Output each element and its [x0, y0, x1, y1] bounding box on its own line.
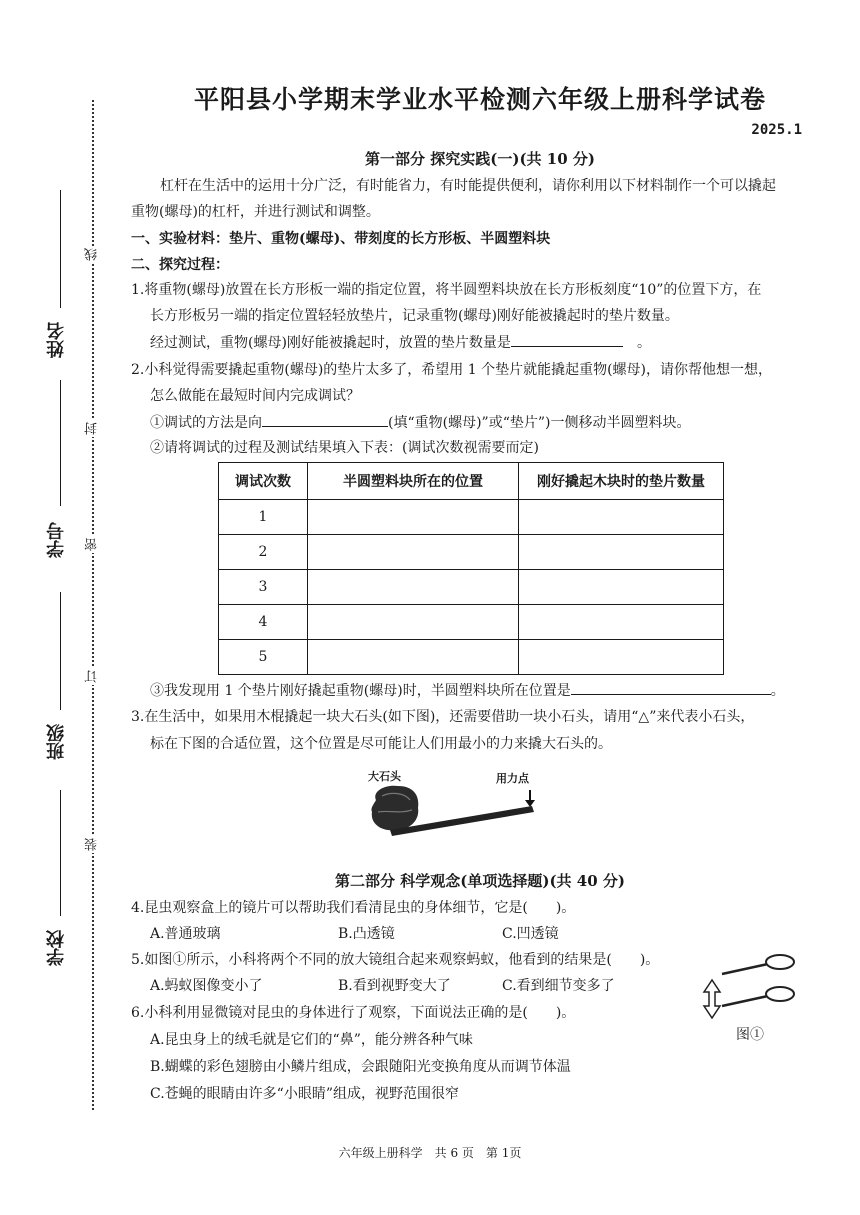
part1-heading: 第一部分 探究实践(一)(共 10 分) [365, 150, 595, 168]
table-header-row [219, 463, 724, 500]
q3-line1: 3.在生活中，如果用木棍撬起一块大石头(如下图)，还需要借助一块小石头，请用“△”来代表小石头， [131, 709, 755, 725]
process-heading: 二、探究过程： [131, 257, 229, 273]
magnifier-bottom-icon [722, 987, 794, 1006]
page-title: 平阳县小学期末学业水平检测六年级上册科学试卷 [193, 85, 766, 114]
q1-line1: 1.将重物(螺母)放置在长方形板一端的指定位置，将半圆塑料块放在长方形板刻度“10”的位置下方，在 [131, 282, 762, 298]
table-row [219, 535, 724, 570]
q4-text: 4.昆虫观察盒上的镜片可以帮助我们看清昆虫的身体细节，它是( )。 [131, 900, 576, 916]
magnifier-figure [700, 944, 800, 1034]
field-label-school: 学校 [46, 930, 67, 966]
field-label-number: 学号 [46, 522, 67, 558]
q2-1-hint: (填“重物(螺母)”或“垫片”)一侧移动半圆塑料块。 [388, 415, 691, 431]
q2-1-line [150, 412, 690, 433]
big-stone-icon [371, 786, 418, 831]
table-row [219, 570, 724, 605]
binding-label-ding: 订 [85, 670, 100, 683]
table-row [219, 500, 724, 535]
q5-text: 5.如图①所示，小科将两个不同的放大镜组合起来观察蚂蚁，他看到的结果是( )。 [131, 952, 660, 968]
q2-line2: 怎么做能在最短时间内完成调试？ [150, 388, 360, 404]
field-line-name[interactable] [60, 190, 62, 308]
q5-option-b[interactable]: B.看到视野变大了 [338, 978, 451, 994]
field-label-class: 班级 [46, 724, 67, 760]
q2-3-answer-blank[interactable] [571, 680, 771, 695]
exam-date: 2025.1 [751, 122, 802, 138]
q1-period: 。 [636, 335, 651, 351]
trial-number: 1 [219, 500, 308, 535]
trial-number: 3 [219, 570, 308, 605]
washers-cell[interactable] [519, 500, 724, 535]
q1-text: 经过测试，重物(螺母)刚好能被撬起时，放置的垫片数量是 [150, 335, 511, 351]
q6-option-b[interactable]: B.蝴蝶的彩色翅膀由小鳞片组成，会跟随阳光变换角度从而调节体温 [150, 1059, 571, 1075]
page-footer: 六年级上册科学 共 6 页 第 1页 [338, 1146, 522, 1160]
figure-label-force: 用力点 [496, 772, 529, 785]
q3-line2: 标在下图的合适位置，这个位置是尽可能让人们用最小的力来撬大石头的。 [150, 736, 612, 752]
washers-cell[interactable] [519, 640, 724, 675]
binding-label-feng: 封 [85, 422, 100, 435]
q5-option-c[interactable]: C.看到细节变多了 [502, 978, 615, 994]
trial-number: 5 [219, 640, 308, 675]
q2-3-text: ③我发现用 1 个垫片刚好撬起重物(螺母)时，半圆塑料块所在位置是 [150, 683, 571, 699]
field-label-name: 姓名 [46, 322, 67, 358]
q1-line2: 长方形板另一端的指定位置轻轻放垫片，记录重物(螺母)刚好能被撬起时的垫片数量。 [150, 308, 679, 324]
q4-option-b[interactable]: B.凸透镜 [338, 926, 395, 942]
position-cell[interactable] [308, 640, 519, 675]
up-down-arrow-icon [704, 980, 720, 1018]
field-line-school[interactable] [60, 790, 62, 916]
q4-option-a[interactable]: A.普通玻璃 [150, 926, 221, 942]
q6-option-a[interactable]: A.昆虫身上的绒毛就是它们的“鼻”，能分辨各种气味 [150, 1032, 473, 1048]
figure-label-stone: 大石头 [368, 770, 401, 783]
q2-1-text: ①调试的方法是向 [150, 415, 262, 431]
part2-heading: 第二部分 科学观念(单项选择题)(共 40 分) [335, 872, 625, 890]
table-row [219, 640, 724, 675]
position-cell[interactable] [308, 570, 519, 605]
washers-cell[interactable] [519, 570, 724, 605]
binding-label-mi: 密 [85, 538, 100, 551]
q2-2-line: ②请将调试的过程及测试结果填入下表：(调试次数视需要而定) [150, 440, 539, 456]
q2-1-answer-blank[interactable] [262, 412, 388, 427]
position-cell[interactable] [308, 535, 519, 570]
part1-intro-line1: 杠杆在生活中的运用十分广泛，有时能省力，有时能提供便利，请你利用以下材料制作一个可以撬起 [160, 178, 776, 194]
q2-3-period: 。 [770, 683, 785, 699]
table-header-position: 半圆塑料块所在的位置 [308, 463, 519, 500]
figure-caption: 图① [736, 1027, 764, 1043]
position-cell[interactable] [308, 500, 519, 535]
q1-line3 [150, 332, 651, 353]
q1-answer-blank[interactable] [511, 332, 623, 347]
binding-label-xian: 线 [85, 248, 100, 261]
q5-option-a[interactable]: A.蚂蚁图像变小了 [150, 978, 263, 994]
q2-3-line [150, 680, 785, 701]
position-cell[interactable] [308, 605, 519, 640]
part1-intro-line2: 重物(螺母)的杠杆，并进行测试和调整。 [131, 204, 380, 220]
materials-heading: 一、实验材料：垫片、重物(螺母)、带刻度的长方形板、半圆塑料块 [131, 231, 551, 247]
field-line-class[interactable] [60, 592, 62, 710]
magnifier-top-icon [722, 955, 794, 974]
table-row [219, 605, 724, 640]
table-header-trial: 调试次数 [219, 463, 308, 500]
field-line-number[interactable] [60, 380, 62, 506]
trial-number: 2 [219, 535, 308, 570]
q6-option-c[interactable]: C.苍蝇的眼睛由许多“小眼睛”组成，视野范围很窄 [150, 1086, 459, 1102]
binding-label-zhuang: 装 [85, 838, 100, 851]
q6-text: 6.小科利用显微镜对昆虫的身体进行了观察，下面说法正确的是( )。 [131, 1005, 576, 1021]
lever-figure[interactable] [360, 780, 540, 850]
washers-cell[interactable] [519, 535, 724, 570]
debug-record-table [218, 462, 724, 675]
q2-line1: 2.小科觉得需要撬起重物(螺母)的垫片太多了，希望用 1 个垫片就能撬起重物(螺母)，请你帮他想一想， [131, 362, 773, 378]
table-header-washers: 刚好撬起木块时的垫片数量 [519, 463, 724, 500]
trial-number: 4 [219, 605, 308, 640]
washers-cell[interactable] [519, 605, 724, 640]
force-arrow-icon [525, 800, 535, 807]
q4-option-c[interactable]: C.凹透镜 [502, 926, 559, 942]
